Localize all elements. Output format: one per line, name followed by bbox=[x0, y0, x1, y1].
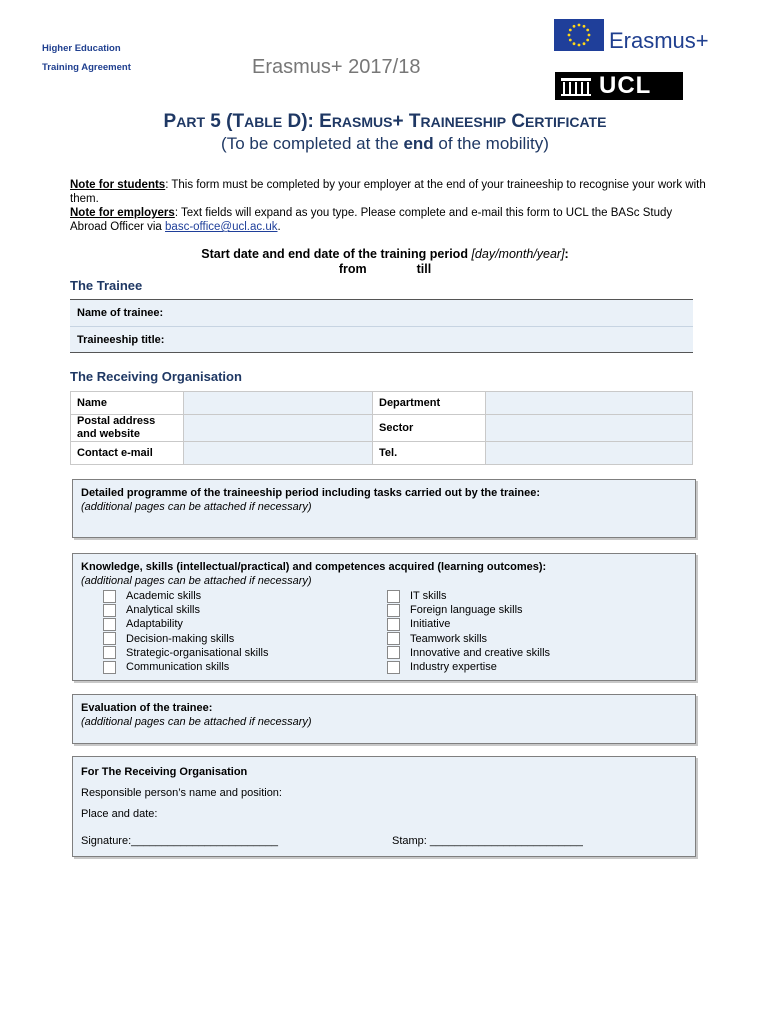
skill-label: Initiative bbox=[410, 618, 451, 631]
skill-checkbox[interactable] bbox=[103, 604, 116, 617]
skill-item[interactable] bbox=[387, 632, 487, 646]
skill-label: Teamwork skills bbox=[410, 632, 488, 645]
skill-item[interactable] bbox=[103, 603, 200, 617]
header-training-agreement: Training Agreement bbox=[42, 62, 131, 73]
header-higher-education: Higher Education bbox=[42, 43, 121, 54]
erasmus-logo-text: Erasmus+ bbox=[609, 28, 709, 53]
evaluation-box[interactable]: Evaluation of the trainee: (additional pages can be attached if necessary) bbox=[72, 694, 696, 744]
ucl-logo-text: UCL bbox=[599, 72, 652, 99]
skill-label: Strategic-organisational skills bbox=[126, 646, 269, 659]
note-students: Note for students: This form must be completed by your employer at the end of your traineeship to recognise your work with them. bbox=[70, 179, 706, 205]
org-sector-field[interactable] bbox=[486, 415, 693, 442]
org-name-field[interactable] bbox=[184, 392, 373, 415]
skill-checkbox[interactable] bbox=[387, 632, 400, 645]
programme-box[interactable]: Detailed programme of the traineeship period including tasks carried out by the trainee: (additional pages can be attached if necessary) bbox=[72, 479, 696, 538]
skill-checkbox[interactable] bbox=[387, 604, 400, 617]
skill-label: Adaptability bbox=[126, 618, 183, 631]
trainee-heading: The Trainee bbox=[70, 278, 143, 293]
signature-field[interactable]: Signature:________________________ bbox=[81, 835, 278, 847]
skill-checkbox[interactable] bbox=[103, 661, 116, 674]
skill-label: Communication skills bbox=[126, 661, 230, 673]
ucl-logo bbox=[555, 72, 683, 100]
org-postal-label: Postal address and website bbox=[71, 415, 184, 442]
org-name-label: Name bbox=[71, 392, 184, 415]
skill-label: Academic skills bbox=[126, 590, 202, 602]
knowledge-box: Knowledge, skills (intellectual/practical) and competences acquired (learning outcomes): (additional pages can be attached if necessary) bbox=[72, 553, 696, 681]
skill-checkbox[interactable] bbox=[103, 632, 116, 645]
org-email-label: Contact e-mail bbox=[71, 442, 184, 465]
page-title: PART 5 (TABLE D): ERASMUS+ TRAINEESHIP CERTIFICATE bbox=[163, 111, 607, 132]
till-label: till bbox=[416, 262, 432, 276]
skill-checkbox[interactable] bbox=[103, 618, 116, 631]
org-table bbox=[70, 391, 693, 465]
skill-label: IT skills bbox=[410, 590, 447, 602]
note-employers: Note for employers: Text fields will expand as you type. Please complete and e-mail this form to UCL the BASc Study Abroad Officer via basc-office@ucl.ac.uk. bbox=[70, 207, 673, 233]
responsible-person-field[interactable]: Responsible person’s name and position: bbox=[81, 787, 282, 799]
training-period: Start date and end date of the training period [day/month/year]: from till bbox=[201, 247, 569, 276]
org-department-field[interactable] bbox=[486, 392, 693, 415]
trainee-name-field[interactable]: Name of trainee: bbox=[70, 300, 693, 327]
skill-checkbox[interactable] bbox=[103, 590, 116, 603]
stamp-field[interactable]: Stamp: _________________________ bbox=[392, 835, 583, 847]
from-label: from bbox=[338, 262, 367, 276]
skill-item[interactable] bbox=[103, 646, 268, 660]
place-date-field[interactable]: Place and date: bbox=[81, 808, 158, 820]
org-department-label: Department bbox=[373, 392, 486, 415]
skill-item[interactable] bbox=[387, 646, 550, 660]
skill-item[interactable] bbox=[387, 603, 523, 617]
skill-checkbox[interactable] bbox=[387, 618, 400, 631]
skill-item[interactable] bbox=[103, 617, 183, 631]
skill-item[interactable] bbox=[387, 589, 446, 603]
notes bbox=[70, 178, 710, 234]
traineeship-title-field[interactable]: Traineeship title: bbox=[70, 327, 693, 353]
skill-item[interactable] bbox=[103, 660, 229, 674]
skill-item[interactable] bbox=[387, 660, 497, 674]
signoff-title: For The Receiving Organisation bbox=[81, 766, 248, 778]
skill-checkbox[interactable] bbox=[387, 646, 400, 659]
skill-label: Foreign language skills bbox=[410, 604, 523, 617]
skill-label: Decision-making skills bbox=[126, 632, 235, 645]
ucl-portico-icon bbox=[559, 74, 595, 98]
skill-checkbox[interactable] bbox=[387, 590, 400, 603]
skill-label: Innovative and creative skills bbox=[410, 646, 551, 659]
eu-flag-icon bbox=[554, 19, 604, 51]
skill-checkbox[interactable] bbox=[387, 661, 400, 674]
org-sector-label: Sector bbox=[373, 415, 486, 442]
skill-label: Industry expertise bbox=[410, 661, 497, 673]
org-email-field[interactable] bbox=[184, 442, 373, 465]
org-tel-field[interactable] bbox=[486, 442, 693, 465]
org-postal-field[interactable] bbox=[184, 415, 373, 442]
trainee-section bbox=[70, 299, 693, 353]
org-heading: The Receiving Organisation bbox=[70, 369, 242, 384]
skill-item[interactable] bbox=[103, 632, 234, 646]
skill-item[interactable] bbox=[387, 617, 450, 631]
page-subtitle: (To be completed at the end of the mobility) bbox=[221, 134, 549, 153]
header-year: Erasmus+ 2017/18 bbox=[252, 56, 421, 78]
org-tel-label: Tel. bbox=[373, 442, 486, 465]
skill-label: Analytical skills bbox=[126, 604, 200, 617]
skill-item[interactable] bbox=[103, 589, 201, 603]
skill-checkbox[interactable] bbox=[103, 646, 116, 659]
email-link[interactable]: basc-office@ucl.ac.uk bbox=[165, 221, 278, 233]
